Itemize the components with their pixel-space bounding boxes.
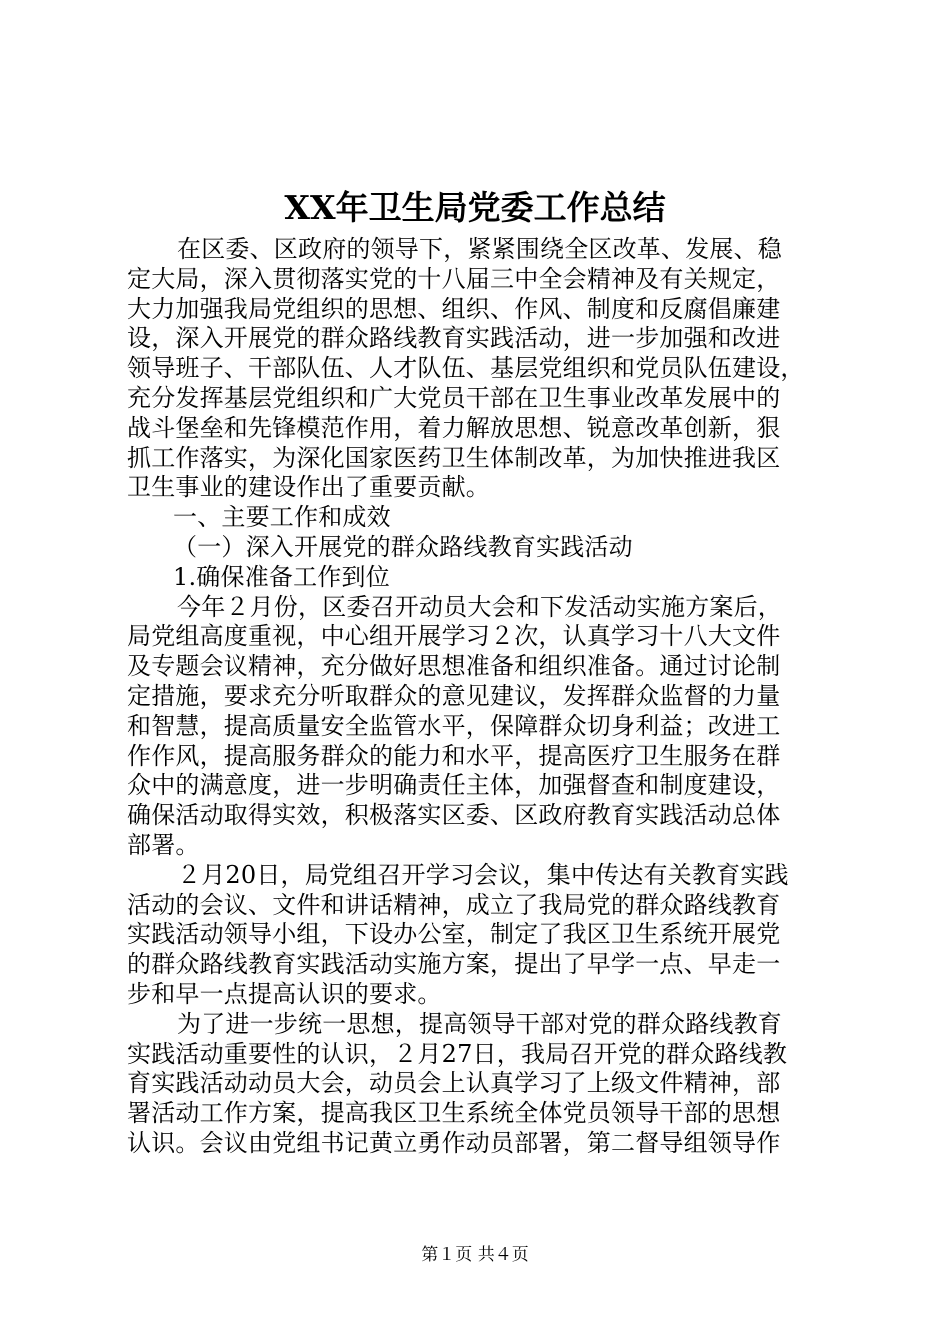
paragraph-line: 实践活动重要性的认识，２月27日，我局召开党的群众路线教 <box>127 1039 788 1068</box>
paragraph-line: 卫生事业的建设作出了重要贡献。 <box>127 473 490 502</box>
paragraph-line: 定大局，深入贯彻落实党的十八届三中全会精神及有关规定， <box>127 264 781 293</box>
item-heading: 1.确保准备工作到位 <box>173 562 390 591</box>
paragraph-line: 设，深入开展党的群众路线教育实践活动，进一步加强和改进 <box>127 324 781 353</box>
paragraph-line: 及专题会议精神，充分做好思想准备和组织准备。通过讨论制 <box>127 652 781 681</box>
paragraph-line: 定措施，要求充分听取群众的意见建议，发挥群众监督的力量 <box>127 681 781 710</box>
paragraph-line: 充分发挥基层党组织和广大党员干部在卫生事业改革发展中的 <box>127 383 781 412</box>
paragraph-line: 大力加强我局党组织的思想、组织、作风、制度和反腐倡廉建 <box>127 294 781 323</box>
section-heading: 一、主要工作和成效 <box>173 503 391 532</box>
paragraph-line: 育实践活动动员大会，动员会上认真学习了上级文件精神，部 <box>127 1069 781 1098</box>
paragraph-line: 部署。 <box>127 830 200 859</box>
paragraph-line: 步和早一点提高认识的要求。 <box>127 979 442 1008</box>
paragraph-line: ２月20日，局党组召开学习会议，集中传达有关教育实践 <box>177 860 789 889</box>
paragraph-line: 作作风，提高服务群众的能力和水平，提高医疗卫生服务在群 <box>127 741 781 770</box>
paragraph-line: 战斗堡垒和先锋模范作用，着力解放思想、锐意改革创新，狠 <box>127 413 781 442</box>
paragraph-line: 实践活动领导小组，下设办公室，制定了我区卫生系统开展党 <box>127 920 781 949</box>
page-number-footer: 第１页 共４页 <box>421 1245 529 1265</box>
paragraph-line: 确保活动取得实效，积极落实区委、区政府教育实践活动总体 <box>127 801 781 830</box>
paragraph-line: 领导班子、干部队伍、人才队伍、基层党组织和党员队伍建设， <box>127 354 805 383</box>
paragraph-line: 署活动工作方案，提高我区卫生系统全体党员领导干部的思想 <box>127 1099 781 1128</box>
paragraph-line: 的群众路线教育实践活动实施方案，提出了早学一点、早走一 <box>127 950 781 979</box>
paragraph-line: 抓工作落实，为深化国家医药卫生体制改革，为加快推进我区 <box>127 443 781 472</box>
document-title: XX年卫生局党委工作总结 <box>284 188 666 227</box>
subsection-heading: （一）深入开展党的群众路线教育实践活动 <box>173 532 633 561</box>
paragraph-line: 今年２月份，区委召开动员大会和下发活动实施方案后， <box>177 592 782 621</box>
paragraph-line: 众中的满意度，进一步明确责任主体，加强督查和制度建设， <box>127 771 781 800</box>
paragraph-line: 为了进一步统一思想，提高领导干部对党的群众路线教育 <box>177 1009 782 1038</box>
paragraph-line: 在区委、区政府的领导下，紧紧围绕全区改革、发展、稳 <box>177 235 782 263</box>
document-body <box>127 235 837 1159</box>
paragraph-line: 活动的会议、文件和讲话精神，成立了我局党的群众路线教育 <box>127 890 781 919</box>
paragraph-line: 认识。会议由党组书记黄立勇作动员部署，第二督导组领导作 <box>127 1128 781 1157</box>
paragraph-line: 局党组高度重视，中心组开展学习２次，认真学习十八大文件 <box>127 622 781 651</box>
paragraph-line: 和智慧，提高质量安全监管水平，保障群众切身利益；改进工 <box>127 711 781 740</box>
